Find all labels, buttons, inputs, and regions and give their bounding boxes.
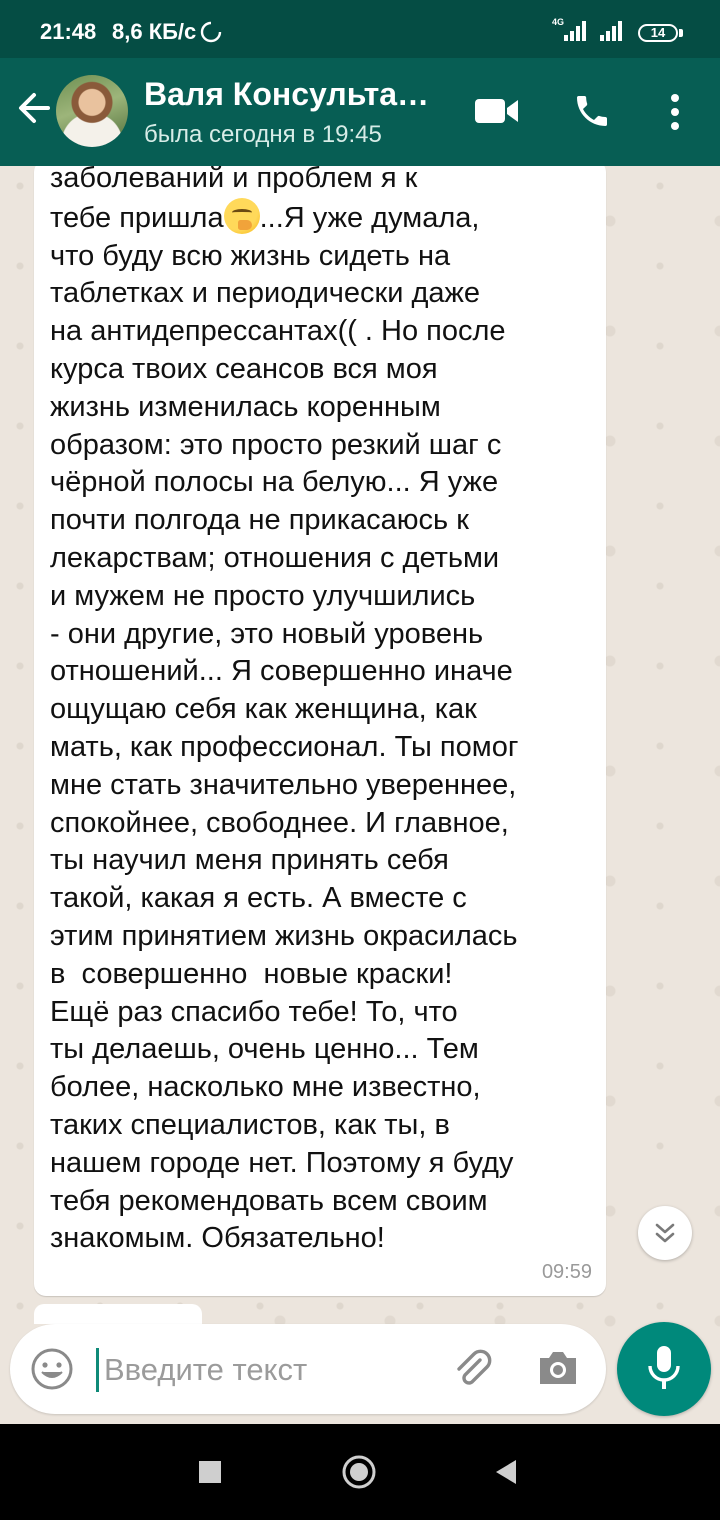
message-line: этим принятием жизнь окрасилась [50, 919, 518, 952]
thinking-face-emoji-icon [224, 198, 260, 234]
message-line-continuation: ...Я уже думала, [259, 201, 480, 234]
emoji-icon[interactable] [30, 1347, 74, 1396]
message-line: таких специалистов, как ты, в [50, 1108, 450, 1141]
back-arrow-icon[interactable] [14, 88, 54, 133]
next-message-bubble[interactable] [34, 1304, 202, 1324]
status-bar [0, 0, 720, 58]
message-line: знакомым. Обязательно! [50, 1222, 385, 1255]
data-saver-icon [200, 21, 222, 48]
signal-icon-secondary [598, 20, 626, 47]
voice-message-button[interactable] [617, 1322, 711, 1416]
status-time: 21:48 [40, 19, 97, 44]
video-call-icon[interactable] [474, 94, 520, 133]
message-text [50, 166, 600, 1258]
message-line: что буду всю жизнь сидеть на [50, 239, 451, 272]
message-line: почти полгода не прикасаюсь к [50, 504, 469, 537]
message-line: лекарствам; отношения с детьми [50, 541, 500, 574]
network-type: 4G [552, 17, 565, 27]
signal-icon [562, 20, 590, 47]
message-line: такой, какая я есть. А вместе с [50, 882, 467, 915]
message-line: отношений... Я совершенно иначе [50, 655, 513, 688]
message-line: на антидепрессантах(( . Но после [50, 315, 506, 348]
message-line: нашем городе нет. Поэтому я буду [50, 1146, 514, 1179]
status-network-speed: 8,6 КБ/с [112, 19, 197, 44]
message-line: таблетках и периодически даже [50, 277, 481, 310]
message-line: ты научил меня принять себя [50, 844, 449, 877]
incoming-message-bubble[interactable] [34, 166, 606, 1296]
message-line: спокойнее, свободнее. И главное, [50, 806, 509, 839]
message-line: чёрной полосы на белую... Я уже [50, 466, 499, 499]
camera-icon[interactable] [536, 1348, 580, 1393]
chat-header [0, 58, 720, 166]
scroll-to-bottom-button[interactable] [638, 1206, 692, 1260]
battery-icon: 14 [638, 24, 678, 42]
message-line: ты делаешь, очень ценно... Тем [50, 1033, 479, 1066]
message-line: мне стать значительно увереннее, [50, 768, 517, 801]
contact-avatar[interactable] [56, 75, 128, 147]
message-line: жизнь изменилась коренным [50, 390, 441, 423]
message-line: Ещё раз спасибо тебе! То, что [50, 995, 458, 1028]
back-triangle-icon[interactable] [494, 1459, 518, 1490]
more-options-icon[interactable] [665, 92, 685, 137]
battery-tip [679, 29, 683, 37]
contact-name[interactable]: Валя Консульта… [144, 76, 430, 112]
message-line: - они другие, это новый уровень [50, 617, 484, 650]
microphone-icon [646, 1344, 682, 1394]
chat-area[interactable] [0, 166, 720, 1424]
message-line: образом: это просто резкий шаг с [50, 428, 502, 461]
double-chevron-down-icon [651, 1219, 679, 1247]
voice-call-icon[interactable] [572, 91, 612, 136]
system-navigation-bar [0, 1424, 720, 1520]
message-timestamp: 09:59 [541, 1261, 592, 1283]
message-line: тебя рекомендовать всем своим [50, 1184, 488, 1217]
attach-paperclip-icon[interactable] [450, 1346, 496, 1397]
message-line: заболеваний и проблем я к [50, 166, 418, 194]
last-seen-status: была сегодня в 19:45 [144, 121, 382, 148]
message-composer [10, 1324, 606, 1414]
message-line: более, насколько мне известно, [50, 1071, 481, 1104]
message-line: курса твоих сеансов вся моя [50, 352, 438, 385]
home-icon[interactable] [342, 1455, 376, 1494]
message-line: мать, как профессионал. Ты помог [50, 730, 519, 763]
message-line: и мужем не просто улучшились [50, 579, 476, 612]
message-input[interactable] [102, 1344, 436, 1396]
message-line: в совершенно новые краски! [50, 957, 453, 990]
message-line: ощущаю себя как женщина, как [50, 693, 477, 726]
text-caret [96, 1348, 99, 1392]
message-line: тебе пришла [50, 201, 224, 234]
recent-apps-icon[interactable] [199, 1461, 221, 1488]
